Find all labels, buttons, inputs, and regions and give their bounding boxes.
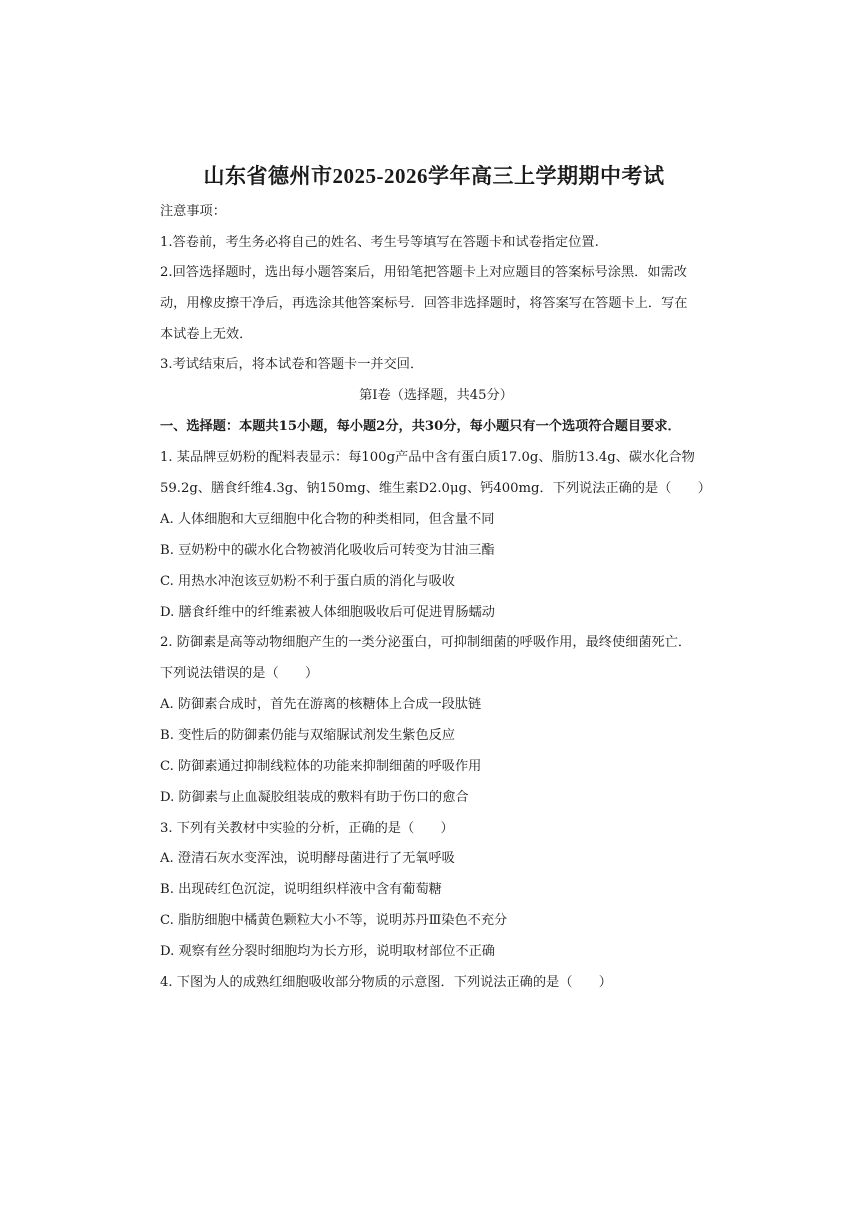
- notice-item-2: 2.回答选择题时，选出每小题答案后，用铅笔把答题卡上对应题目的答案标号涂黑．如需改: [160, 265, 687, 280]
- q3-stem: 3. 下列有关教材中实验的分析，正确的是（ ）: [160, 821, 454, 836]
- q2-option-d: D. 防御素与止血凝胶组装成的敷料有助于伤口的愈合: [160, 790, 469, 805]
- section-title: 第Ⅰ卷（选择题，共45分）: [359, 388, 513, 403]
- q1-stem-line-2: 59.2g、膳食纤维4.3g、钠150mg、维生素D2.0μg、钙400mg．下列说法正确的是（ ）: [160, 481, 711, 496]
- q1-option-d: D. 膳食纤维中的纤维素被人体细胞吸收后可促进胃肠蠕动: [160, 605, 495, 620]
- notice-heading: 注意事项：: [160, 204, 226, 219]
- q3-option-b: B. 出现砖红色沉淀，说明组织样液中含有葡萄糖: [160, 882, 442, 897]
- q1-option-a: A. 人体细胞和大豆细胞中化合物的种类相同，但含量不同: [160, 512, 495, 527]
- q2-stem-line-1: 2. 防御素是高等动物细胞产生的一类分泌蛋白，可抑制细菌的呼吸作用，最终使细菌死亡．: [160, 635, 692, 650]
- q2-option-a: A. 防御素合成时，首先在游离的核糖体上合成一段肽链: [160, 697, 482, 712]
- exam-title: 山东省德州市2025-2026学年高三上学期期中考试: [203, 164, 665, 188]
- q2-option-b: B. 变性后的防御素仍能与双缩脲试剂发生紫色反应: [160, 728, 456, 743]
- notice-item-2-end: 本试卷上无效．: [160, 327, 253, 342]
- q2-option-c: C. 防御素通过抑制线粒体的功能来抑制细菌的呼吸作用: [160, 759, 482, 774]
- q1-stem-line-1: 1. 某品牌豆奶粉的配料表显示：每100g产品中含有蛋白质17.0g、脂肪13.4g、碳水化合物: [160, 450, 695, 465]
- q1-option-c: C. 用热水冲泡该豆奶粉不利于蛋白质的消化与吸收: [160, 574, 455, 589]
- part-heading: 一、选择题：本题共15小题，每小题2分，共30分，每小题只有一个选项符合题目要求．: [160, 419, 681, 434]
- q2-stem-line-2: 下列说法错误的是（ ）: [160, 666, 319, 681]
- notice-item-3: 3.考试结束后，将本试卷和答题卡一并交回．: [160, 357, 424, 372]
- notice-item-2-cont: 动，用橡皮擦干净后，再选涂其他答案标号．回答非选择题时，将答案写在答题卡上．写在: [160, 296, 688, 311]
- q3-option-d: D. 观察有丝分裂时细胞均为长方形，说明取材部位不正确: [160, 944, 495, 959]
- q4-stem: 4. 下图为人的成熟红细胞吸收部分物质的示意图．下列说法正确的是（ ）: [160, 975, 612, 990]
- q3-option-a: A. 澄清石灰水变浑浊，说明酵母菌进行了无氧呼吸: [160, 851, 455, 866]
- q3-option-c: C. 脂肪细胞中橘黄色颗粒大小不等，说明苏丹Ⅲ染色不充分: [160, 913, 508, 928]
- notice-item-1: 1.答卷前，考生务必将自己的姓名、考生号等填写在答题卡和试卷指定位置.: [160, 235, 599, 250]
- q1-option-b: B. 豆奶粉中的碳水化合物被消化吸收后可转变为甘油三酯: [160, 543, 495, 558]
